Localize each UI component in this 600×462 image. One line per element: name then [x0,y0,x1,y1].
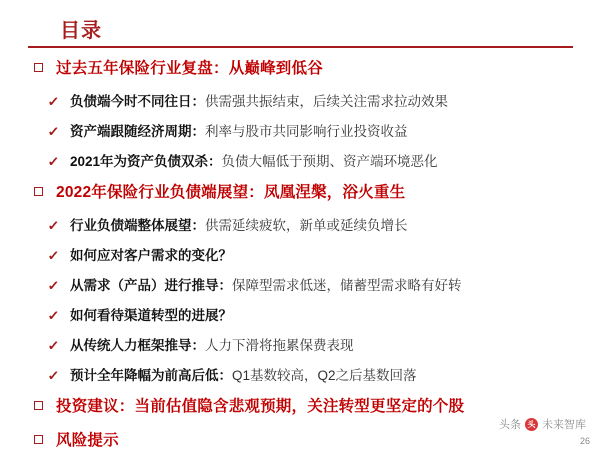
toc-sub-item[interactable] [28,244,576,274]
toc-item-label: 风险提示 [56,432,119,449]
toc-item-lead: 2021年为资产负债双杀： [70,154,222,169]
toc-section-item[interactable] [28,56,576,90]
toc-sub-item[interactable] [28,364,576,394]
toc-section-item[interactable] [28,180,576,214]
toc-item-label [70,274,576,294]
toc-section-item[interactable] [28,428,576,462]
toc-item-label [70,364,576,384]
check-bullet-icon: ✓ [47,218,60,233]
check-bullet-icon: ✓ [47,278,60,293]
square-bullet-icon [34,185,56,201]
toc-item-lead: 如何应对客户需求的变化？ [70,248,232,263]
check-bullet-icon: ✓ [47,124,60,139]
watermark-logo-icon: 头 [525,418,538,431]
watermark-suffix: 未来智库 [542,419,586,431]
check-bullet-icon: ✓ [47,368,60,383]
toc-item-detail: 负债大幅低于预期、资产端环境恶化 [221,154,438,169]
toc-sub-item[interactable] [28,214,576,244]
toc-item-lead: 负债端今时不同往日： [70,94,205,109]
toc-sub-item[interactable] [28,90,576,120]
check-bullet-icon: ✓ [47,338,60,353]
toc-item-label: 投资建议：当前估值隐含悲观预期，关注转型更坚定的个股 [56,398,465,415]
toc-item-lead: 从需求（产品）进行推导： [70,278,232,293]
toc-item-label [70,90,576,110]
toc-item-label [70,304,576,324]
toc-item-detail: 供需延续疲软，新单或延续负增长 [205,218,408,233]
toc-section-item[interactable] [28,394,576,428]
toc-item-detail: 利率与股市共同影响行业投资收益 [205,124,408,139]
toc-item-label [70,150,576,170]
toc-item-lead: 如何看待渠道转型的进展？ [70,308,232,323]
toc-item-label: 过去五年保险行业复盘：从巅峰到低谷 [56,60,323,77]
check-bullet-icon: ✓ [47,154,60,169]
check-bullet-icon: ✓ [47,248,60,263]
toc-item-label [70,214,576,234]
square-bullet-icon [34,61,56,77]
check-bullet-icon: ✓ [47,308,60,323]
table-of-contents [28,56,576,462]
toc-sub-item[interactable] [28,334,576,364]
page-title: 目录 [60,20,102,42]
toc-item-lead: 行业负债端整体展望： [70,218,205,233]
toc-item-label [70,120,576,140]
toc-sub-item[interactable] [28,274,576,304]
toc-item-lead: 资产端跟随经济周期： [70,124,205,139]
toc-item-label: 2022年保险行业负债端展望：凤凰涅槃，浴火重生 [56,184,406,201]
page-number: 26 [579,436,590,446]
toc-item-lead: 从传统人力框架推导： [70,338,205,353]
toc-sub-item[interactable] [28,120,576,150]
toc-item-label [70,244,576,264]
title-divider [28,46,573,48]
toc-item-lead: 预计全年降幅为前高后低： [70,368,232,383]
toc-item-detail: 供需强共振结束，后续关注需求拉动效果 [205,94,448,109]
watermark [499,416,586,432]
square-bullet-icon [34,399,56,415]
toc-sub-item[interactable] [28,304,576,334]
watermark-prefix: 头条 [499,419,521,431]
check-bullet-icon: ✓ [47,94,60,109]
toc-item-detail: Q1基数较高，Q2之后基数回落 [232,368,417,383]
toc-item-label [70,334,576,354]
toc-sub-item[interactable] [28,150,576,180]
toc-item-detail: 人力下滑将拖累保费表现 [205,338,354,353]
square-bullet-icon [34,433,56,449]
toc-item-detail: 保障型需求低迷，储蓄型需求略有好转 [232,278,462,293]
